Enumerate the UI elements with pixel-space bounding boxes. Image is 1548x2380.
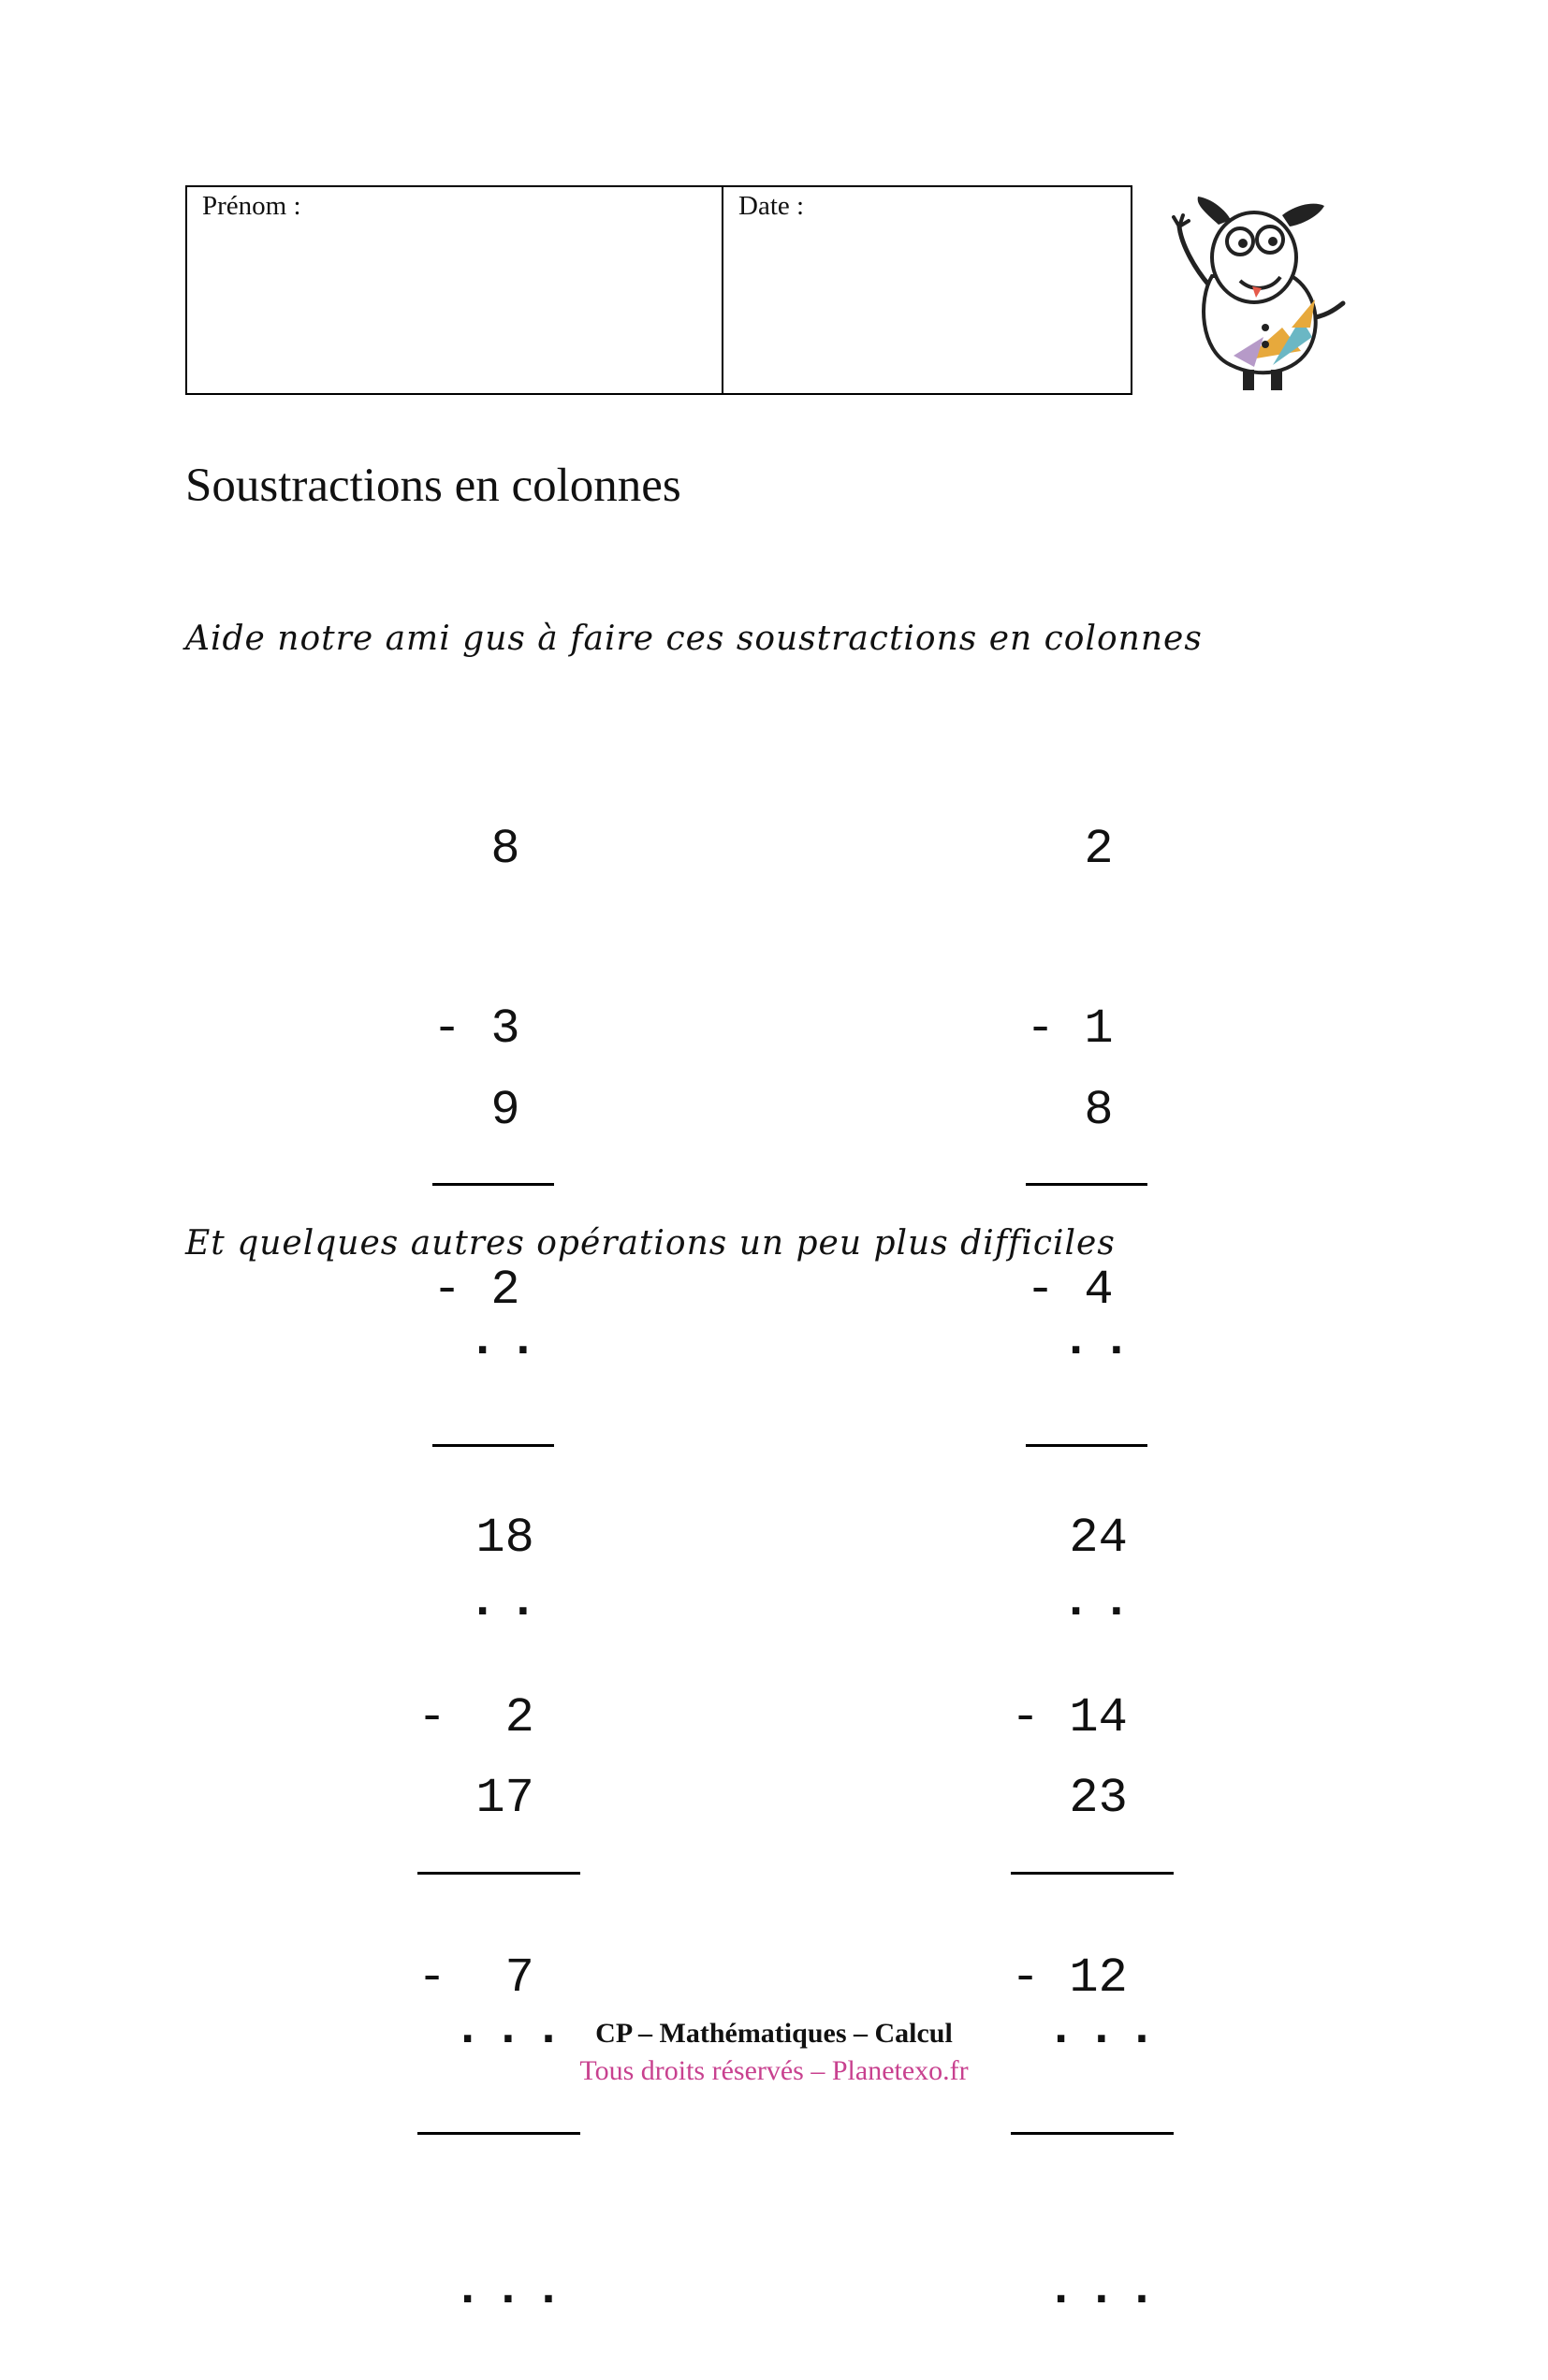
answer-blank[interactable]: ... — [453, 2262, 575, 2317]
operand-bottom: - 14 — [1011, 1690, 1128, 1745]
date-label: Date : — [738, 191, 805, 221]
answer-blank[interactable]: ... — [1046, 2002, 1168, 2057]
answer-blank[interactable]: ... — [453, 2002, 575, 2057]
operand-top: 8 — [1026, 1083, 1114, 1138]
operand-top: 24 — [1011, 1511, 1128, 1566]
instruction-2: Et quelques autres opérations un peu plus difficiles — [185, 1224, 1116, 1263]
sheep-mascot-icon — [1161, 187, 1366, 398]
operand-top: 23 — [1011, 1771, 1128, 1826]
operand-top: 2 — [1026, 822, 1114, 877]
operand-top: 8 — [432, 822, 520, 877]
subtraction-8 — [1011, 1649, 1174, 2380]
date-cell[interactable] — [723, 187, 1131, 393]
operand-top: 18 — [417, 1511, 534, 1566]
operand-top: 9 — [432, 1083, 520, 1138]
sum-bar — [1011, 2132, 1174, 2135]
firstname-label: Prénom : — [202, 191, 301, 221]
operand-bottom: - 2 — [417, 1690, 534, 1745]
operand-bottom: - 7 — [417, 1950, 534, 2006]
name-date-table — [185, 185, 1132, 395]
page-title: Soustractions en colonnes — [185, 460, 681, 512]
answer-blank[interactable]: .. — [1061, 1313, 1143, 1368]
answer-blank[interactable]: .. — [1061, 1574, 1143, 1629]
operand-bottom: - 4 — [1026, 1263, 1114, 1318]
operand-top: 17 — [417, 1771, 534, 1826]
footer-copyright[interactable]: Tous droits réservés – Planetexo.fr — [579, 2055, 969, 2086]
operand-bottom: - 3 — [432, 1001, 520, 1057]
operand-bottom: - 12 — [1011, 1950, 1128, 2006]
answer-blank[interactable]: .. — [468, 1313, 549, 1368]
subtraction-7 — [417, 1649, 580, 2380]
instruction-1: Aide notre ami gus à faire ces soustractions en colonnes — [185, 620, 1203, 658]
answer-blank[interactable]: .. — [468, 1574, 549, 1629]
footer-subject: CP – Mathématiques – Calcul — [595, 2018, 953, 2049]
operand-bottom: - 1 — [1026, 1001, 1114, 1057]
operand-bottom: - 2 — [432, 1263, 520, 1318]
sum-bar — [417, 2132, 580, 2135]
answer-blank[interactable]: ... — [1046, 2262, 1168, 2317]
firstname-cell[interactable] — [187, 187, 723, 393]
